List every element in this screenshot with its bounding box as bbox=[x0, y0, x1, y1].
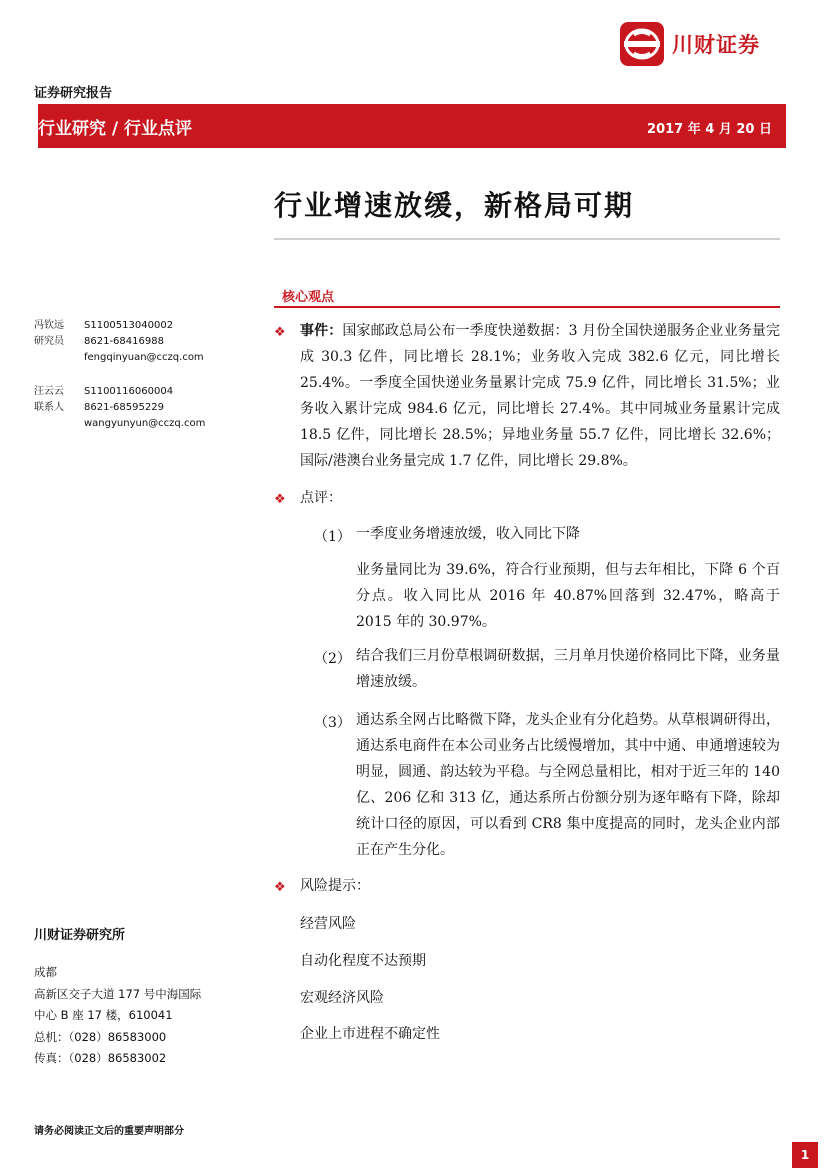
analyst-email[interactable]: wangyunyun@cczq.com bbox=[84, 418, 206, 429]
analyst-card bbox=[34, 384, 205, 432]
section-header bbox=[274, 284, 780, 308]
firm-address-line: 高新区交子大道 177 号中海国际 bbox=[34, 986, 202, 1001]
analyst-cert: S1100513040002 bbox=[84, 320, 174, 331]
brand-name: 川财证券 bbox=[672, 33, 760, 57]
page-number: 1 bbox=[792, 1142, 818, 1168]
analyst-role: 联系人 bbox=[34, 402, 64, 413]
point-number: （1） bbox=[314, 529, 351, 545]
analyst-role: 研究员 bbox=[34, 336, 64, 347]
firm-phone: 总机：（028）86583000 bbox=[34, 1029, 167, 1044]
risk-item: 宏观经济风险 bbox=[300, 990, 384, 1006]
analyst-email[interactable]: fengqinyuan@cczq.com bbox=[84, 352, 204, 363]
analyst-name: 冯钦远 bbox=[34, 320, 64, 331]
firm-city: 成都 bbox=[34, 965, 57, 979]
section-title: 核心观点 bbox=[282, 290, 335, 305]
header-banner bbox=[38, 104, 786, 148]
firm-fax: 传真：（028）86583002 bbox=[34, 1051, 167, 1065]
point-text: 通达系全网占比略微下降，龙头企业有分化趋势。从草根调研得出，通达系电商件在本公司业务占比缓慢增加，其中中通、申通增速较为明显，圆通、韵达较为平稳。与全网总量相比，相对于近三年的 140 亿、206 亿和 313 亿，通达系所占份额分别为逐年略有下降，除却统计口径的原因，可以看到 CR8 集中度提高的同时，龙头企业内部正在产生分化。 bbox=[356, 712, 780, 858]
analyst-phone: 8621-68416988 bbox=[84, 336, 164, 347]
event-label: 事件： bbox=[300, 323, 343, 339]
brand-logo-icon bbox=[620, 22, 664, 66]
point-text: 结合我们三月份草根调研数据，三月单月快递价格同比下降，业务量增速放缓。 bbox=[356, 648, 780, 690]
event-text: 国家邮政总局公布一季度快递数据：3 月份全国快递服务企业业务量完成 30.3 亿件，同比增长 28.1%；业务收入完成 382.6 亿元，同比增长 25.4%。一季度全国快递业务量累计完成 75.9 亿件，同比增长 31.5%；业务收入累计完成 984.6 亿元，同比增长 27.4%。其中同城业务量累计完成 18.5 亿件，同比增长 28.5%；异地业务量 55.7 亿件，同比增长 32.6%；国际/港澳台业务量完成 1.7 亿件，同比增长 29.8%。 bbox=[300, 323, 780, 469]
report-type: 证券研究报告 bbox=[34, 86, 113, 101]
diamond-bullet-icon: ❖ bbox=[274, 492, 286, 507]
brand-logo bbox=[620, 22, 760, 66]
point-number: （3） bbox=[314, 715, 351, 731]
firm-name: 川财证券研究所 bbox=[34, 928, 126, 943]
firm-address-line: 中心 B 座 17 楼，610041 bbox=[34, 1008, 173, 1022]
analyst-cert: S1100116060004 bbox=[84, 386, 174, 397]
comment-label: 点评： bbox=[300, 490, 342, 506]
analyst-card bbox=[34, 318, 204, 366]
analyst-phone: 8621-68595229 bbox=[84, 402, 164, 413]
risk-item: 经营风险 bbox=[300, 916, 356, 932]
diamond-bullet-icon: ❖ bbox=[274, 880, 286, 895]
risk-item: 企业上市进程不确定性 bbox=[300, 1026, 440, 1042]
risk-item: 自动化程度不达预期 bbox=[300, 953, 426, 969]
title-divider bbox=[274, 238, 780, 240]
analyst-name: 汪云云 bbox=[34, 386, 64, 397]
report-category: 行业研究 / 行业点评 bbox=[38, 119, 193, 139]
disclaimer-note: 请务必阅读正文后的重要声明部分 bbox=[34, 1126, 184, 1137]
firm-address bbox=[34, 962, 201, 1070]
risk-label: 风险提示： bbox=[300, 878, 370, 894]
point-heading: 一季度业务增速放缓，收入同比下降 bbox=[356, 526, 580, 542]
report-date: 2017 年 4 月 20 日 bbox=[647, 122, 772, 137]
event-paragraph bbox=[300, 318, 780, 474]
page-title: 行业增速放缓，新格局可期 bbox=[274, 189, 635, 222]
diamond-bullet-icon: ❖ bbox=[274, 325, 286, 340]
point-detail: 业务量同比为 39.6%，符合行业预期，但与去年相比，下降 6 个百分点。收入同比从 2016 年 40.87%回落到 32.47%，略高于 2015 年的 30.97%。 bbox=[356, 562, 780, 630]
point-number: （2） bbox=[314, 651, 351, 667]
